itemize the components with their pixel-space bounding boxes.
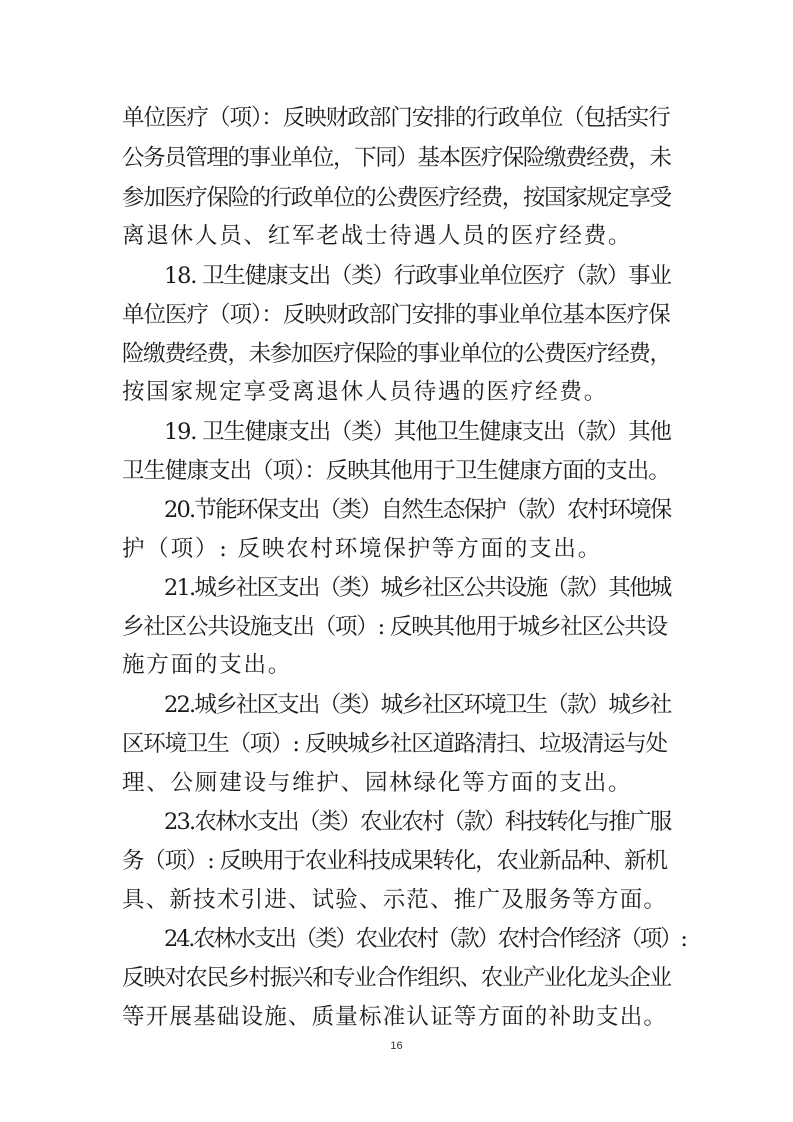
page-number: 16 (390, 1040, 403, 1052)
text-line: 施方面的支出。 (122, 652, 293, 678)
text-line: 理、公厕建设与维护、园林绿化等方面的支出。 (122, 770, 633, 796)
text-line: 参加医疗保险的行政单位的公费医疗经费，按国家规定享受 (122, 185, 671, 211)
text-line: 乡社区公共设施支出（项）: 反映其他用于城乡社区公共设 (122, 614, 667, 640)
text-line: 公务员管理的事业单位，下同）基本医疗保险缴费经费，未 (122, 145, 671, 171)
text-line: 区环境卫生（项）: 反映城乡社区道路清扫、垃圾清运与处 (122, 731, 667, 757)
text-line: 等开展基础设施、质量标准认证等方面的补助支出。 (122, 1004, 668, 1030)
paragraph-24-start: 24.农林水支出（类）农业农村（款）农村合作经济（项）: (164, 926, 686, 952)
text-line: 离退休人员、红军老战士待遇人员的医疗经费。 (122, 223, 633, 249)
text-line: 护（项）: 反映农村环境保护等方面的支出。 (122, 536, 603, 562)
text-line: 险缴费经费，未参加医疗保险的事业单位的公费医疗经费， (122, 341, 671, 367)
text-line: 按国家规定享受离退休人员待遇的医疗经费。 (122, 379, 609, 405)
text-line: 务（项）: 反映用于农业科技成果转化，农业新品种、新机 (122, 848, 667, 874)
paragraph-18-start: 18. 卫生健康支出（类）行政事业单位医疗（款）事业 (164, 263, 671, 289)
paragraph-20-start: 20.节能环保支出（类）自然生态保护（款）农村环境保 (164, 497, 671, 523)
text-line: 反映对农民乡村振兴和专业合作组织、农业产业化龙头企业 (122, 965, 671, 991)
paragraph-22-start: 22.城乡社区支出（类）城乡社区环境卫生（款）城乡社 (164, 692, 671, 718)
text-line: 单位医疗（项）：反映财政部门安排的事业单位基本医疗保 (122, 302, 670, 328)
paragraph-19-start: 19. 卫生健康支出（类）其他卫生健康支出（款）其他 (164, 419, 671, 445)
paragraph-21-start: 21.城乡社区支出（类）城乡社区公共设施（款）其他城 (164, 575, 671, 601)
text-line: 单位医疗（项）：反映财政部门安排的行政单位（包括实行 (122, 105, 670, 131)
text-line: 卫生健康支出（项）：反映其他用于卫生健康方面的支出。 (122, 458, 670, 484)
paragraph-23-start: 23.农林水支出（类）农业农村（款）科技转化与推广服 (164, 809, 671, 835)
text-line: 具、新技术引进、试验、示范、推广及服务等方面。 (122, 887, 668, 913)
